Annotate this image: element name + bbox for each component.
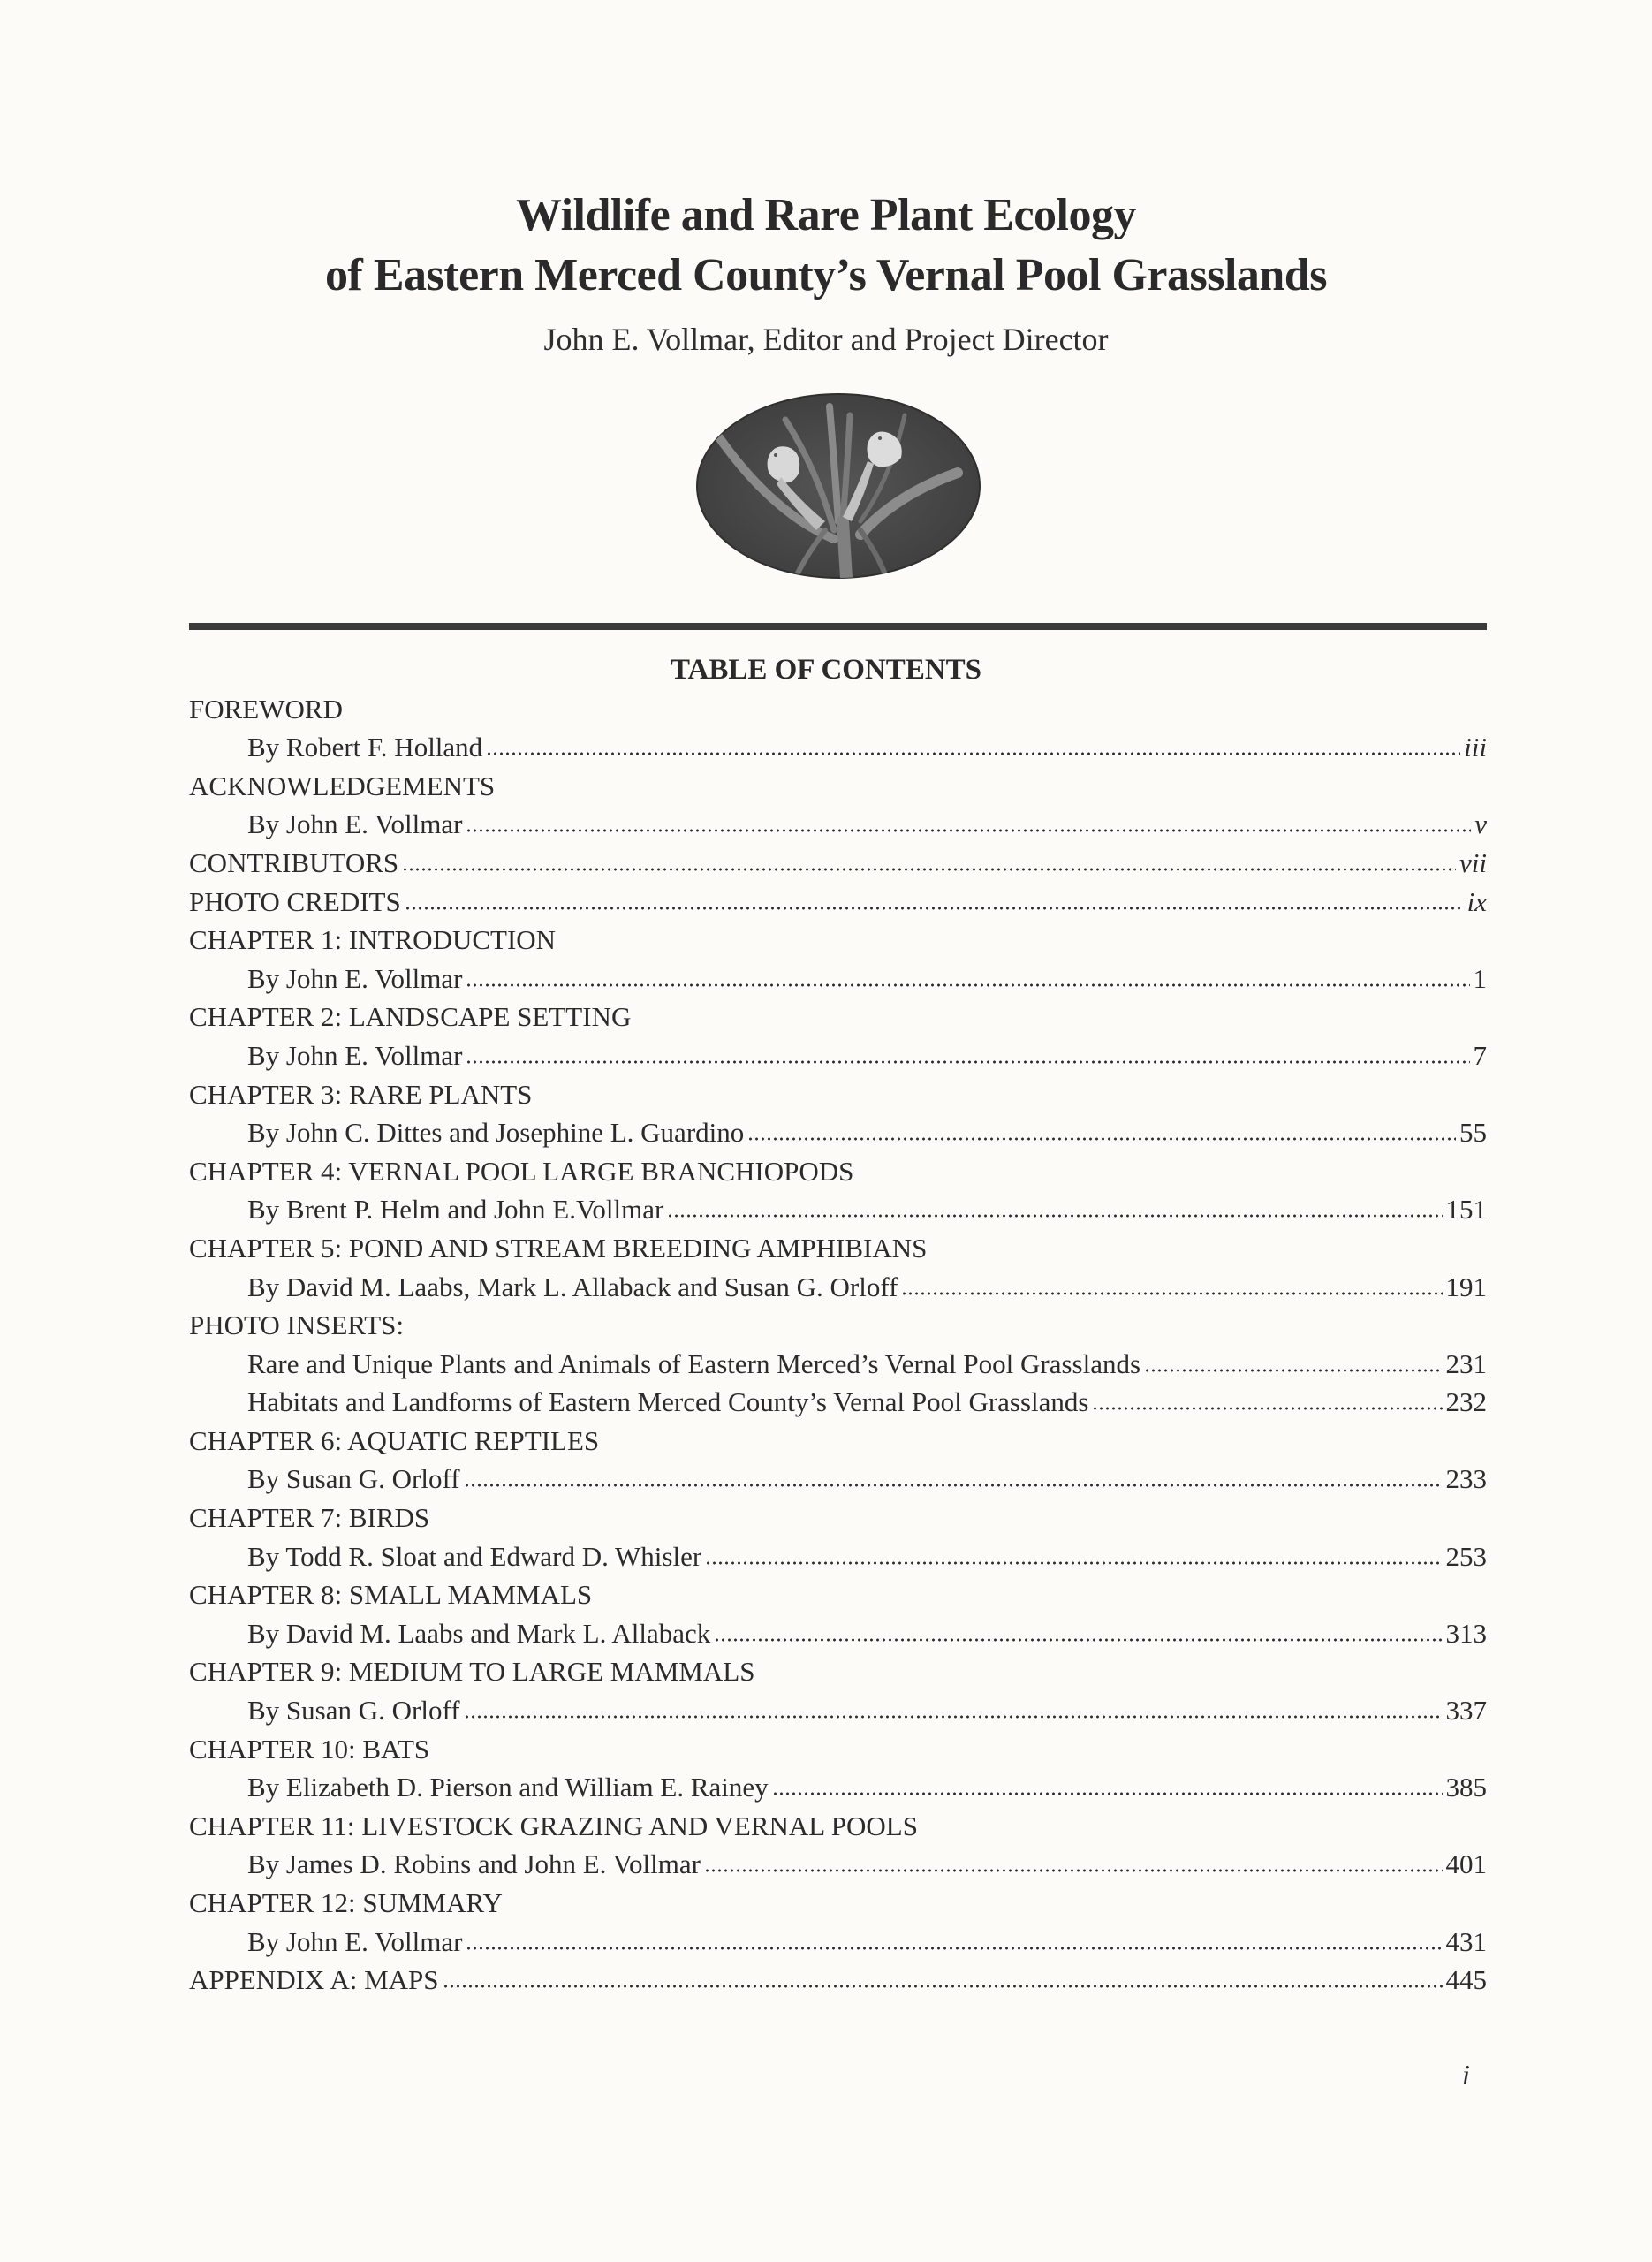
toc-entry-label: CHAPTER 5: POND AND STREAM BREEDING AMPHIBIANS (189, 1232, 928, 1264)
toc-entry-author[interactable] (189, 1766, 1487, 1805)
toc-entry-author[interactable] (189, 803, 1487, 842)
toc-entry-label: CHAPTER 10: BATS (189, 1733, 430, 1765)
toc-entry-label: By John E. Vollmar (247, 962, 463, 994)
toc-entry-section[interactable] (189, 1574, 1487, 1613)
toc-entry-label: CHAPTER 11: LIVESTOCK GRAZING AND VERNAL POOLS (189, 1810, 918, 1841)
toc-entry-section[interactable] (189, 1419, 1487, 1458)
toc-entry-label: CHAPTER 6: AQUATIC REPTILES (189, 1424, 600, 1456)
toc-entry-page: vii (1459, 846, 1487, 878)
toc-entry-label: By John E. Vollmar (247, 808, 463, 840)
toc-entry-author[interactable] (189, 1689, 1487, 1727)
toc-entry-page: 401 (1445, 1848, 1487, 1880)
toc-entry-page: 191 (1445, 1271, 1487, 1302)
toc-entry-label: Rare and Unique Plants and Animals of Eastern Merced’s Vernal Pool Grasslands (247, 1347, 1141, 1379)
toc-entry-section[interactable] (189, 1150, 1487, 1188)
toc-entry-page: 253 (1445, 1540, 1487, 1572)
dot-leader (466, 983, 1469, 988)
dot-leader (747, 1136, 1456, 1142)
dot-leader (466, 1946, 1442, 1951)
dot-leader (1092, 1406, 1442, 1411)
toc-entry-label: CONTRIBUTORS (189, 846, 399, 878)
toc-entry-section[interactable] (189, 1881, 1487, 1920)
toc-entry-label: By David M. Laabs, Mark L. Allaback and Susan G. Orloff (247, 1271, 898, 1302)
toc-entry-section[interactable] (189, 1304, 1487, 1343)
dot-leader (667, 1213, 1442, 1218)
toc-entry-section[interactable] (189, 687, 1487, 726)
toc-entry-author[interactable] (189, 1535, 1487, 1574)
dot-leader (402, 867, 1456, 872)
toc-entry-page: 385 (1445, 1772, 1487, 1803)
toc-entry-label: APPENDIX A: MAPS (189, 1964, 439, 1996)
toc-entry-page: 431 (1445, 1925, 1487, 1957)
toc-entry-label: By Todd R. Sloat and Edward D. Whisler (247, 1540, 702, 1572)
toc-entry-section[interactable] (189, 1804, 1487, 1843)
toc-entry-author[interactable] (189, 1342, 1487, 1381)
toc-entry-section[interactable] (189, 1226, 1487, 1265)
dot-leader (405, 906, 1464, 911)
toc-entry-label: CHAPTER 2: LANDSCAPE SETTING (189, 1001, 632, 1033)
toc-entry-label: By Elizabeth D. Pierson and William E. Rainey (247, 1772, 769, 1803)
toc-entry-section[interactable] (189, 996, 1487, 1035)
toc-entry-label: By John E. Vollmar (247, 1925, 463, 1957)
dot-leader (466, 828, 1471, 833)
dot-leader (704, 1868, 1443, 1873)
toc-entry-page: 313 (1445, 1617, 1487, 1649)
toc-entry-page: 337 (1445, 1695, 1487, 1727)
toc-entry-section[interactable] (189, 1959, 1487, 1998)
toc-entry-page: 151 (1445, 1194, 1487, 1226)
toc-entry-page: 7 (1473, 1039, 1487, 1071)
toc-entry-label: By John C. Dittes and Josephine L. Guardino (247, 1117, 745, 1149)
page-number: i (1462, 2059, 1470, 2091)
toc-entry-label: PHOTO CREDITS (189, 885, 401, 917)
toc-entry-label: FOREWORD (189, 693, 343, 725)
toc-entry-section[interactable] (189, 1651, 1487, 1689)
dot-leader (901, 1291, 1442, 1296)
toc-entry-page: 233 (1445, 1463, 1487, 1495)
flower-photo-icon (693, 389, 984, 583)
toc-entry-label: CHAPTER 3: RARE PLANTS (189, 1078, 533, 1110)
dot-leader (464, 1714, 1443, 1719)
toc-entry-label: By John E. Vollmar (247, 1039, 463, 1071)
toc-entry-author[interactable] (189, 1458, 1487, 1497)
toc-entry-section[interactable] (189, 880, 1487, 919)
toc-entry-page: 232 (1445, 1386, 1487, 1418)
toc-entry-page: v (1474, 808, 1487, 840)
toc-entry-label: CHAPTER 1: INTRODUCTION (189, 924, 557, 956)
toc-entry-label: By James D. Robins and John E. Vollmar (247, 1848, 701, 1880)
dot-leader (705, 1560, 1442, 1566)
dot-leader (1144, 1368, 1442, 1373)
toc-entry-page: 55 (1459, 1117, 1487, 1149)
toc-entry-author[interactable] (189, 1112, 1487, 1150)
toc-entry-page: 445 (1445, 1964, 1487, 1996)
horizontal-rule (189, 623, 1487, 630)
toc-entry-label: By Robert F. Holland (247, 732, 483, 763)
toc-entry-label: By Susan G. Orloff (247, 1463, 460, 1495)
toc-entry-section[interactable] (189, 919, 1487, 958)
dot-leader (466, 1059, 1469, 1065)
toc-entry-author[interactable] (189, 1612, 1487, 1651)
toc-entry-section[interactable] (189, 1496, 1487, 1535)
toc-entry-author[interactable] (189, 1188, 1487, 1227)
toc-entry-section[interactable] (189, 841, 1487, 880)
toc-entry-label: By David M. Laabs and Mark L. Allaback (247, 1617, 711, 1649)
toc-entry-author[interactable] (189, 1920, 1487, 1959)
dot-leader (772, 1791, 1443, 1796)
toc-entry-label: By Brent P. Helm and John E.Vollmar (247, 1194, 664, 1226)
toc-entry-author[interactable] (189, 726, 1487, 765)
book-title-line-1: Wildlife and Rare Plant Ecology (516, 190, 1136, 240)
toc-entry-label: ACKNOWLEDGEMENTS (189, 770, 496, 801)
toc-heading: TABLE OF CONTENTS (670, 654, 982, 686)
toc-entry-author[interactable] (189, 1034, 1487, 1073)
toc-entry-label: CHAPTER 9: MEDIUM TO LARGE MAMMALS (189, 1656, 755, 1688)
toc-entry-label: CHAPTER 8: SMALL MAMMALS (189, 1579, 593, 1611)
toc-entry-page: ix (1466, 885, 1487, 917)
toc-entry-page: 231 (1445, 1347, 1487, 1379)
toc-entry-label: CHAPTER 12: SUMMARY (189, 1887, 503, 1918)
dot-leader (486, 751, 1460, 756)
editor-credit: John E. Vollmar, Editor and Project Director (543, 322, 1109, 357)
dot-leader (464, 1483, 1443, 1488)
toc-entry-author[interactable] (189, 1265, 1487, 1304)
toc-entry-section[interactable] (189, 1073, 1487, 1112)
toc-entry-label: By Susan G. Orloff (247, 1695, 460, 1727)
toc-entry-label: Habitats and Landforms of Eastern Merced County’s Vernal Pool Grasslands (247, 1386, 1089, 1418)
toc-entry-section[interactable] (189, 1727, 1487, 1766)
dot-leader (443, 1984, 1443, 1989)
table-of-contents (189, 687, 1487, 1997)
toc-entry-author[interactable] (189, 1381, 1487, 1420)
toc-entry-label: PHOTO INSERTS: (189, 1309, 405, 1341)
toc-entry-label: CHAPTER 4: VERNAL POOL LARGE BRANCHIOPODS (189, 1155, 854, 1187)
toc-entry-label: CHAPTER 7: BIRDS (189, 1502, 430, 1534)
toc-entry-page: iii (1464, 732, 1487, 763)
dot-leader (714, 1637, 1442, 1643)
toc-entry-author[interactable] (189, 1843, 1487, 1882)
toc-entry-section[interactable] (189, 764, 1487, 803)
book-title-line-2: of Eastern Merced County’s Vernal Pool Grasslands (325, 250, 1327, 300)
toc-entry-author[interactable] (189, 957, 1487, 996)
toc-entry-page: 1 (1473, 962, 1487, 994)
